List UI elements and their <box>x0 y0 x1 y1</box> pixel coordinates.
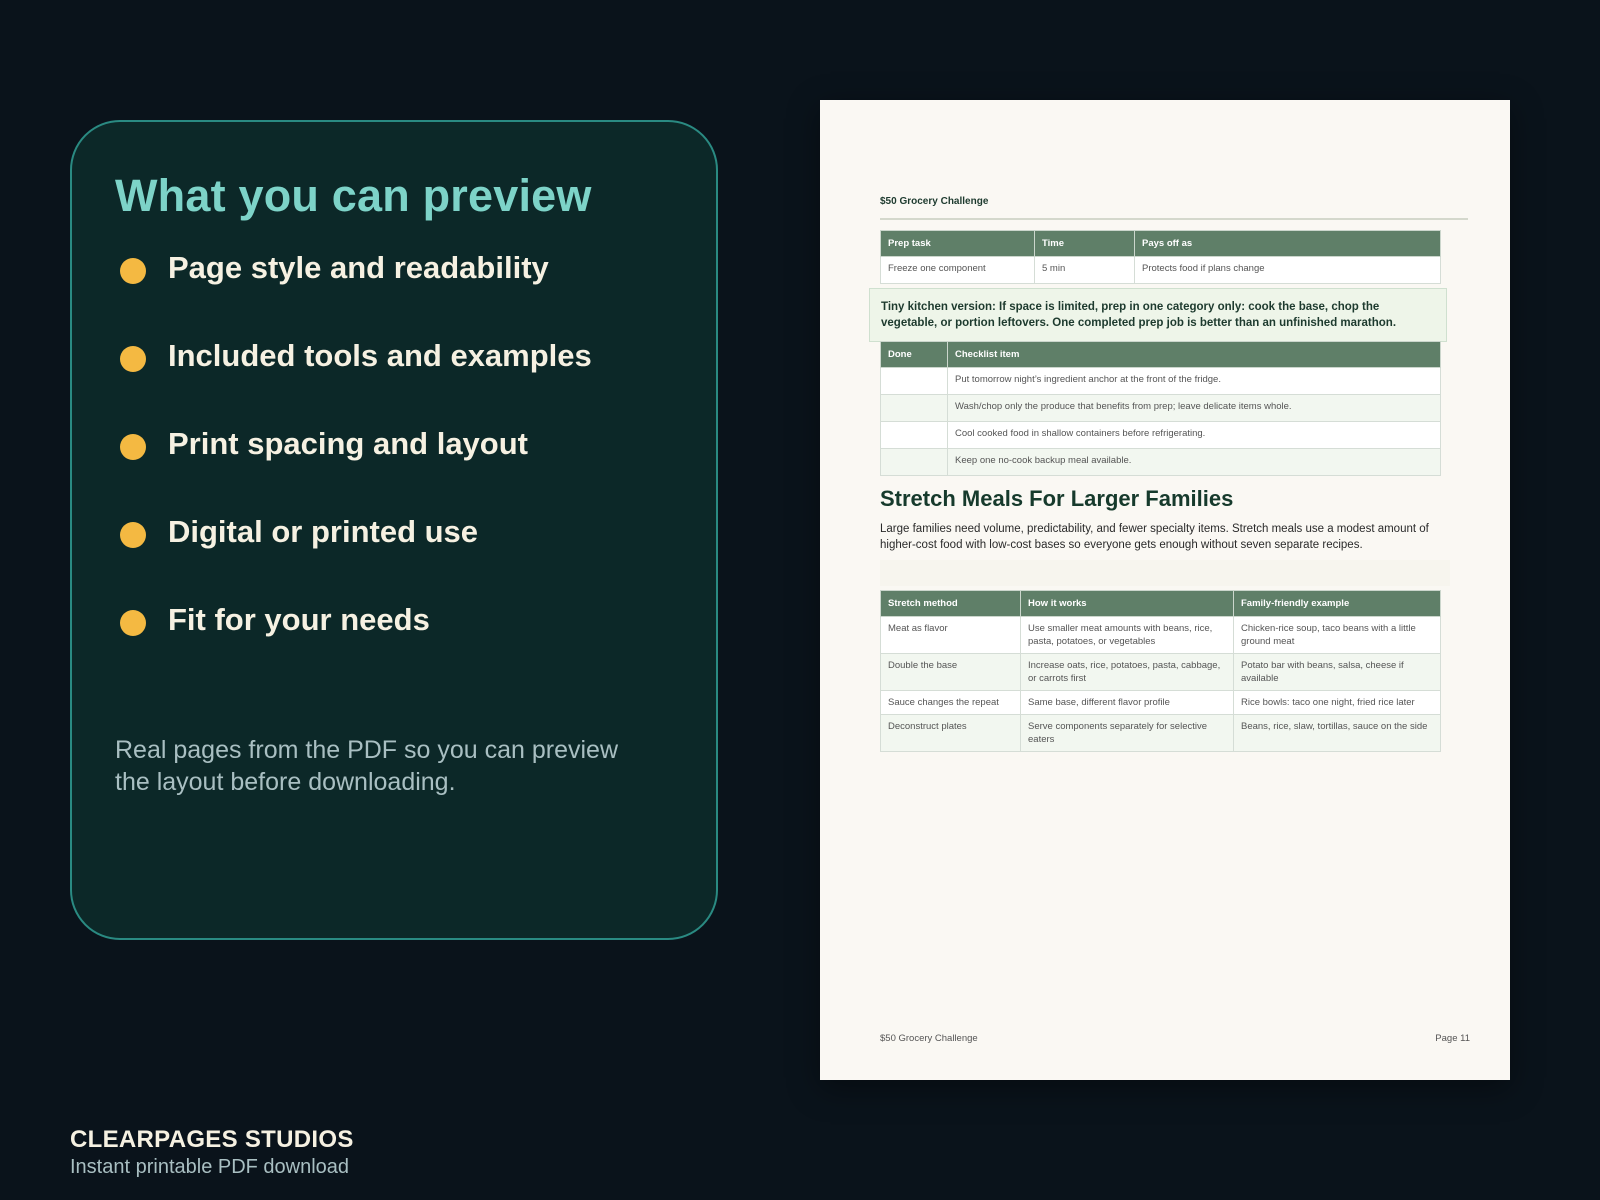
table-row <box>881 691 1441 715</box>
table-cell: Deconstruct plates <box>881 715 1021 752</box>
table-header-cell: How it works <box>1021 591 1234 617</box>
bullet-dot-icon <box>120 522 146 548</box>
table-row <box>881 422 1441 449</box>
table-cell: Same base, different flavor profile <box>1021 691 1234 715</box>
bullet-dot-icon <box>120 434 146 460</box>
checkbox-cell <box>881 449 948 476</box>
table-header-row <box>881 591 1441 617</box>
table-header-cell: Stretch method <box>881 591 1021 617</box>
checklist-table <box>880 341 1441 476</box>
table-cell: Serve components separately for selective eaters <box>1021 715 1234 752</box>
table-cell: Put tomorrow night’s ingredient anchor at the front of the fridge. <box>948 368 1441 395</box>
card-note: Real pages from the PDF so you can preview the layout before downloading. <box>115 736 619 796</box>
feature-label: Page style and readability <box>168 250 549 285</box>
table-row <box>881 257 1441 284</box>
brand-block <box>70 1126 354 1179</box>
card-title: What you can preview <box>115 170 592 221</box>
checkbox-cell <box>881 422 948 449</box>
prep-table <box>880 230 1441 284</box>
header-divider <box>880 218 1468 220</box>
table-header-cell: Family-friendly example <box>1234 591 1441 617</box>
table-cell: Increase oats, rice, potatoes, pasta, cabbage, or carrots first <box>1021 654 1234 691</box>
bullet-dot-icon <box>120 258 146 284</box>
table-cell: Protects food if plans change <box>1135 257 1441 284</box>
feature-label: Print spacing and layout <box>168 426 528 461</box>
brand-tagline: Instant printable PDF download <box>70 1156 350 1178</box>
table-row <box>881 654 1441 691</box>
table-header-cell: Done <box>881 342 948 368</box>
spacer-band <box>880 560 1450 586</box>
table-header-cell: Time <box>1035 231 1135 257</box>
bullet-dot-icon <box>120 346 146 372</box>
table-header-cell: Pays off as <box>1135 231 1441 257</box>
table-row <box>881 449 1441 476</box>
table-row <box>881 395 1441 422</box>
checkbox-cell <box>881 395 948 422</box>
table-cell: Sauce changes the repeat <box>881 691 1021 715</box>
table-cell: Wash/chop only the produce that benefits from prep; leave delicate items whole. <box>948 395 1441 422</box>
table-cell: Potato bar with beans, salsa, cheese if available <box>1234 654 1441 691</box>
table-row <box>881 368 1441 395</box>
table-cell: 5 min <box>1035 257 1135 284</box>
feature-label: Fit for your needs <box>168 602 430 637</box>
table-cell: Chicken-rice soup, taco beans with a little ground meat <box>1234 617 1441 654</box>
page-footer-title: $50 Grocery Challenge <box>880 1033 978 1044</box>
section-title: Stretch Meals For Larger Families <box>880 486 1234 511</box>
table-header-cell: Prep task <box>881 231 1035 257</box>
page-header: $50 Grocery Challenge <box>880 196 989 207</box>
feature-label: Included tools and examples <box>168 338 592 373</box>
feature-label: Digital or printed use <box>168 514 479 549</box>
checkbox-cell <box>881 368 948 395</box>
section-body: Large families need volume, predictability, and fewer specialty items. Stretch meals use a modest amount of higher-cost food with low-cost bases so everyone gets enough without seven separate recipes. <box>880 523 1429 551</box>
table-row <box>881 617 1441 654</box>
table-header-cell: Checklist item <box>948 342 1441 368</box>
table-cell: Freeze one component <box>881 257 1035 284</box>
table-header-row <box>881 231 1441 257</box>
table-cell: Meat as flavor <box>881 617 1021 654</box>
table-row <box>881 715 1441 752</box>
tiny-kitchen-callout: Tiny kitchen version: If space is limited, prep in one category only: cook the base, chop the vegetable, or portion leftovers. One completed prep job is better than an unfinished marathon. <box>869 288 1447 342</box>
page-number: Page 11 <box>1435 1033 1470 1044</box>
table-header-row <box>881 342 1441 368</box>
table-cell: Use smaller meat amounts with beans, rice, pasta, potatoes, or vegetables <box>1021 617 1234 654</box>
table-cell: Cool cooked food in shallow containers before refrigerating. <box>948 422 1441 449</box>
table-cell: Double the base <box>881 654 1021 691</box>
table-cell: Rice bowls: taco one night, fried rice later <box>1234 691 1441 715</box>
preview-card <box>70 120 718 940</box>
stretch-methods-table <box>880 590 1441 752</box>
brand-name: CLEARPAGES STUDIOS <box>70 1126 354 1153</box>
table-cell: Beans, rice, slaw, tortillas, sauce on the side <box>1234 715 1441 752</box>
table-cell: Keep one no-cook backup meal available. <box>948 449 1441 476</box>
pdf-page-preview <box>820 100 1510 1080</box>
bullet-dot-icon <box>120 610 146 636</box>
